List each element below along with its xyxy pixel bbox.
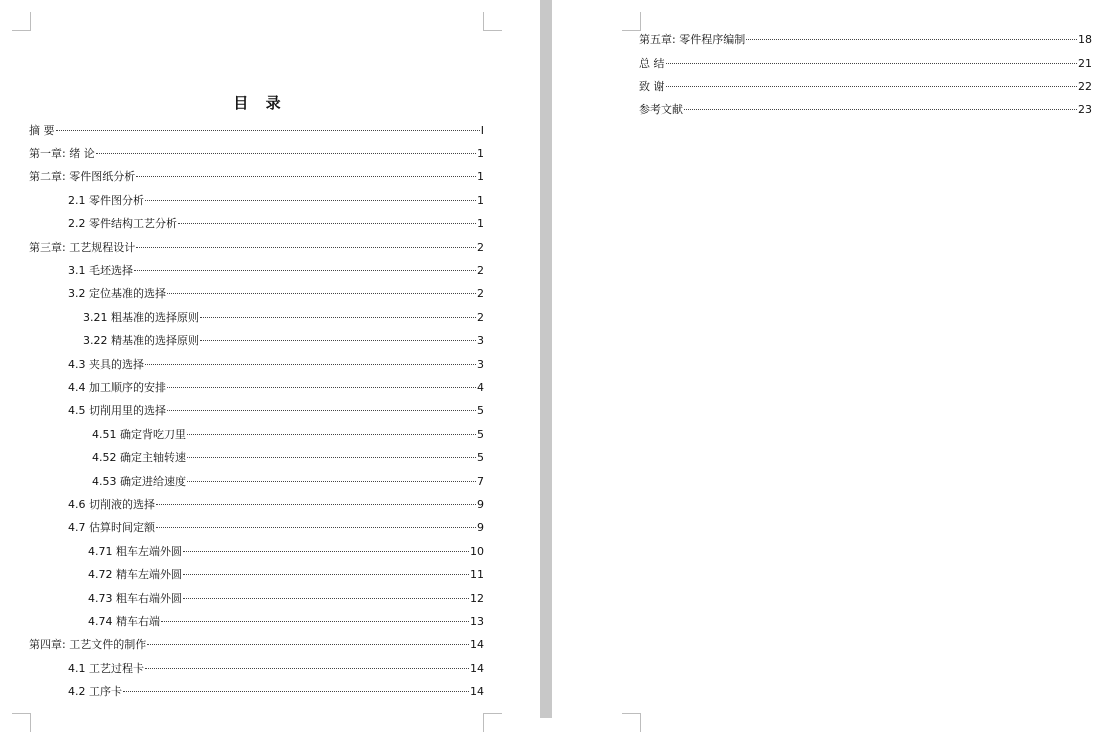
toc-entry[interactable] xyxy=(68,497,484,513)
toc-leader xyxy=(183,574,469,575)
toc-leader xyxy=(156,527,476,528)
toc-entry[interactable] xyxy=(68,403,484,419)
crop-mark-top-right xyxy=(483,12,502,31)
toc-entry[interactable] xyxy=(68,193,484,209)
toc-entry-label: 4.3 夹具的选择 xyxy=(68,358,144,371)
toc-leader xyxy=(56,130,480,131)
toc-entry[interactable] xyxy=(29,123,484,139)
toc-entry-label: 4.7 估算时间定额 xyxy=(68,521,155,534)
toc-entry[interactable] xyxy=(29,637,484,653)
toc-leader xyxy=(136,176,476,177)
toc-entry-label: 4.72 精车左端外圆 xyxy=(88,568,182,581)
toc-entry-page: 13 xyxy=(470,615,484,628)
toc-entry[interactable] xyxy=(88,591,484,607)
toc-entry-label: 2.1 零件图分析 xyxy=(68,194,144,207)
toc-leader xyxy=(167,410,476,411)
toc-entry-label: 3.2 定位基准的选择 xyxy=(68,287,166,300)
toc-entry-label: 4.2 工序卡 xyxy=(68,685,122,698)
toc-leader xyxy=(666,86,1078,87)
toc-entry[interactable] xyxy=(68,286,484,302)
toc-leader xyxy=(123,691,469,692)
toc-entry[interactable] xyxy=(88,614,484,630)
toc-entry-label: 4.6 切削液的选择 xyxy=(68,498,155,511)
toc-entry[interactable] xyxy=(68,684,484,700)
toc-entry-page: 2 xyxy=(477,287,484,300)
toc-entry-page: 3 xyxy=(477,358,484,371)
toc-entry[interactable] xyxy=(29,169,484,185)
toc-leader xyxy=(200,317,476,318)
toc-leader xyxy=(145,668,469,669)
toc-entry[interactable] xyxy=(639,56,1092,72)
toc-entry-label: 4.5 切削用里的选择 xyxy=(68,404,166,417)
crop-mark-bottom-right xyxy=(483,713,502,732)
toc-leader xyxy=(200,340,476,341)
toc-entry[interactable] xyxy=(68,357,484,373)
toc-leader xyxy=(187,481,476,482)
toc-entry-label: 4.71 粗车左端外圆 xyxy=(88,545,182,558)
toc-leader xyxy=(187,434,476,435)
toc-entry[interactable] xyxy=(68,263,484,279)
toc-entry-label: 第二章: 零件图纸分析 xyxy=(29,170,136,183)
crop-mark-bottom-left xyxy=(12,713,31,732)
toc-entry-page: 7 xyxy=(477,475,484,488)
toc-entry-page: 9 xyxy=(477,498,484,511)
toc-entry-page: 3 xyxy=(477,334,484,347)
toc-entry-label: 4.4 加工顺序的安排 xyxy=(68,381,166,394)
toc-entry[interactable] xyxy=(88,567,484,583)
toc-entry-label: 2.2 零件结构工艺分析 xyxy=(68,217,177,230)
toc-title: 目 录 xyxy=(233,94,287,112)
toc-entry[interactable] xyxy=(68,520,484,536)
toc-entry-label: 第三章: 工艺规程设计 xyxy=(29,241,136,254)
toc-entry-label: 摘 要 xyxy=(29,124,55,137)
crop-mark-top-left xyxy=(622,12,641,31)
toc-leader xyxy=(136,247,476,248)
toc-entry-label: 4.53 确定进给速度 xyxy=(92,475,186,488)
toc-entry-page: 5 xyxy=(477,428,484,441)
toc-entry-page: I xyxy=(480,124,484,137)
page-gutter xyxy=(540,0,552,718)
toc-entry[interactable] xyxy=(83,333,484,349)
toc-entry-label: 4.73 粗车右端外圆 xyxy=(88,592,182,605)
toc-leader xyxy=(187,457,476,458)
toc-leader xyxy=(96,153,476,154)
toc-entry[interactable] xyxy=(29,240,484,256)
toc-entry-page: 12 xyxy=(470,592,484,605)
toc-leader xyxy=(167,387,476,388)
toc-leader xyxy=(178,223,476,224)
toc-entry-label: 4.1 工艺过程卡 xyxy=(68,662,144,675)
toc-entry-label: 第一章: 绪 论 xyxy=(29,147,95,160)
toc-entry-label: 参考文献 xyxy=(639,103,683,116)
toc-entry-label: 3.22 精基准的选择原则 xyxy=(83,334,199,347)
toc-leader xyxy=(684,109,1077,110)
toc-entry-page: 5 xyxy=(477,451,484,464)
toc-entry-page: 10 xyxy=(470,545,484,558)
toc-entry-page: 1 xyxy=(477,147,484,160)
toc-leader xyxy=(183,598,469,599)
toc-leader xyxy=(147,644,469,645)
toc-leader xyxy=(167,293,476,294)
toc-entry-page: 9 xyxy=(477,521,484,534)
toc-entry-page: 14 xyxy=(470,638,484,651)
toc-entry-page: 2 xyxy=(477,311,484,324)
toc-entry-label: 3.21 粗基准的选择原则 xyxy=(83,311,199,324)
toc-entry-label: 4.74 精车右端 xyxy=(88,615,160,628)
toc-entry-label: 总 结 xyxy=(639,57,665,70)
toc-entry-label: 致 谢 xyxy=(639,80,665,93)
toc-entry-page: 2 xyxy=(477,241,484,254)
toc-entry[interactable] xyxy=(639,102,1092,118)
toc-entry[interactable] xyxy=(92,450,484,466)
toc-entry-page: 4 xyxy=(477,381,484,394)
toc-entry-page: 14 xyxy=(470,685,484,698)
toc-leader xyxy=(746,39,1077,40)
document-page-right xyxy=(552,0,1094,718)
toc-entry[interactable] xyxy=(639,32,1092,48)
toc-entry-page: 5 xyxy=(477,404,484,417)
toc-entry[interactable] xyxy=(639,79,1092,95)
toc-leader xyxy=(161,621,469,622)
toc-entry-page: 23 xyxy=(1078,103,1092,116)
toc-entry-page: 1 xyxy=(477,170,484,183)
toc-entry-label: 4.51 确定背吃刀里 xyxy=(92,428,186,441)
crop-mark-bottom-left xyxy=(622,713,641,732)
toc-entry[interactable] xyxy=(29,146,484,162)
toc-entry-label: 3.1 毛坯选择 xyxy=(68,264,133,277)
toc-leader xyxy=(134,270,476,271)
toc-leader xyxy=(145,200,476,201)
document-page-left xyxy=(0,0,540,718)
toc-entry-page: 1 xyxy=(477,194,484,207)
toc-entry[interactable] xyxy=(68,380,484,396)
toc-entry-page: 14 xyxy=(470,662,484,675)
toc-leader xyxy=(666,63,1078,64)
toc-entry[interactable] xyxy=(83,310,484,326)
toc-leader xyxy=(156,504,476,505)
toc-entry-page: 11 xyxy=(470,568,484,581)
toc-entry-label: 第五章: 零件程序编制 xyxy=(639,33,746,46)
toc-entry-page: 1 xyxy=(477,217,484,230)
toc-entry-page: 18 xyxy=(1078,33,1092,46)
toc-entry-page: 2 xyxy=(477,264,484,277)
toc-entry[interactable] xyxy=(68,216,484,232)
toc-entry[interactable] xyxy=(92,474,484,490)
toc-leader xyxy=(183,551,469,552)
toc-leader xyxy=(145,364,476,365)
toc-entry[interactable] xyxy=(68,661,484,677)
toc-entry-page: 22 xyxy=(1078,80,1092,93)
toc-entry-label: 4.52 确定主轴转速 xyxy=(92,451,186,464)
toc-entry[interactable] xyxy=(92,427,484,443)
crop-mark-top-left xyxy=(12,12,31,31)
toc-entry-page: 21 xyxy=(1078,57,1092,70)
toc-entry[interactable] xyxy=(88,544,484,560)
toc-entry-label: 第四章: 工艺文件的制作 xyxy=(29,638,147,651)
